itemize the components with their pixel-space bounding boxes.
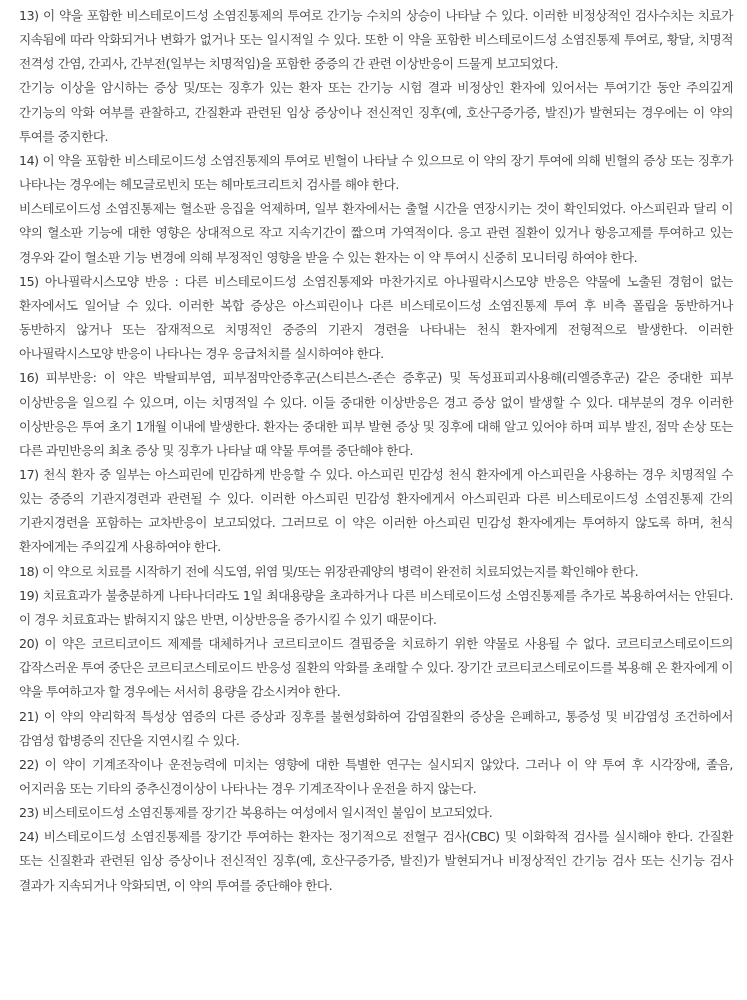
paragraph-19-max-dose: 19) 치료효과가 불충분하게 나타나더라도 1일 최대용량을 초과하거나 다른 비스테로이드성 소염진통제를 추가로 복용하여서는 안된다. 이 경우 치료효과는 밝혀지지 않은 반면, 이상반응을 증가시킬 수 있기 때문이다. <box>19 587 733 627</box>
paragraph-20-corticoid: 20) 이 약은 코르티코이드 제제를 대체하거나 코르티코이드 결핍증을 치료하기 위한 약물로 사용될 수 없다. 코르티코스테로이드의 갑작스러운 투여 중단은 코르티코스테로이드 반응성 질환의 악화를 초래할 수 있다. 장기간 코르티코스테로이드를 복용해 온 환자에게 이 약을 투여하고자 할 경우에는 서서히 용량을 감소시켜야 한다. <box>19 636 733 700</box>
paragraph-platelet-function: 비스테로이드성 소염진통제는 혈소판 응집을 억제하며, 일부 환자에서는 출혈 시간을 연장시키는 것이 확인되었다. 아스피린과 달리 이 약의 혈소판 기능에 대한 영향은 상대적으로 작고 지속기간이 짧으며 가역적이다. 응고 관련 질환이 있거나 항응고제를 투여하고 있는 경우와 같이 혈소판 기능 변경에 의해 부정적인 영향을 받을 수 있는 환자는 이 약 투여시 신중히 모니터링 하여야 한다. <box>19 201 733 265</box>
paragraph-23-infertility: 23) 비스테로이드성 소염진통제를 장기간 복용하는 여성에서 일시적인 불임이 보고되었다. <box>19 805 493 821</box>
paragraph-21-infection-masking: 21) 이 약의 약리학적 특성상 염증의 다른 증상과 징후를 불현성화하여 감염질환의 증상을 은폐하고, 통증성 및 비감염성 조건하에서 감염성 합병증의 진단을 지연시킬 수 있다. <box>19 708 733 748</box>
paragraph-15-anaphylactoid: 15) 아나필락시스모양 반응 : 다른 비스테로이드성 소염진통제와 마찬가지로 아나필락시스모양 반응은 약물에 노출된 경험이 없는 환자에서도 일어날 수 있다. 이러한 복합 증상은 아스피린이나 다른 비스테로이드성 소염진통제 투여 후 비측 폴립을 동반하거나 동반하지 않거나 또는 잠재적으로 치명적인 중증의 기관지 경련을 나타내는 천식 환자에게 전형적으로 발생한다. 이러한 아나필락시스모양 반응이 나타나는 경우 응급처치를 실시하여야 한다. <box>19 273 733 362</box>
paragraph-18-esophagitis: 18) 이 약으로 치료를 시작하기 전에 식도염, 위염 및/또는 위장관궤양의 병력이 완전히 치료되었는지를 확인해야 한다. <box>19 563 639 579</box>
paragraph-22-machine-operation: 22) 이 약이 기계조작이나 운전능력에 미치는 영향에 대한 특별한 연구는 실시되지 않았다. 그러나 이 약 투여 후 시각장애, 졸음, 어지러움 또는 기타의 중추신경이상이 나타나는 경우 기계조작이나 운전을 하지 않는다. <box>19 756 733 796</box>
paragraph-liver-monitoring: 간기능 이상을 암시하는 증상 및/또는 징후가 있는 환자 또는 간기능 시험 결과 비정상인 환자에 있어서는 투여기간 동안 주의깊게 간기능의 악화 여부를 관찰하고, 간질환과 관련된 임상 증상이나 전신적인 징후(예, 호산구증가증, 발진)가 발현되는 경우에는 이 약의 투여를 중지한다. <box>19 80 733 144</box>
paragraph-14-anemia: 14) 이 약을 포함한 비스테로이드성 소염진통제의 투여로 빈혈이 나타날 수 있으므로 이 약의 장기 투여에 의해 빈혈의 증상 또는 징후가 나타나는 경우에는 헤모글로빈치 또는 헤마토크리트치 검사를 해야 한다. <box>19 152 733 193</box>
paragraph-17-asthma: 17) 천식 환자 중 일부는 아스피린에 민감하게 반응할 수 있다. 아스피린 민감성 천식 환자에게 아스피린을 사용하는 경우 치명적일 수 있는 중증의 기관지경련과 관련될 수 있다. 이러한 아스피린 민감성 환자에게서 아스피린과 다른 비스테로이드성 소염진통제 간의 기관지경련을 포함하는 교차반응이 보고되었다. 그러므로 이 약은 이러한 아스피린 민감성 환자에게는 투여하지 않도록 하며, 천식 환자에게는 주의깊게 사용하여야 한다. <box>19 466 733 555</box>
paragraph-24-blood-tests: 24) 비스테로이드성 소염진통제를 장기간 투여하는 환자는 정기적으로 전혈구 검사(CBC) 및 이화학적 검사를 실시해야 한다. 간질환 또는 신질환과 관련된 임상 증상이나 전신적인 징후(예, 호산구증가증, 발진)가 발현되거나 비정상적인 간기능 검사 또는 신기능 검사 결과가 지속되거나 악화되면, 이 약의 투여를 중단해야 한다. <box>19 829 733 893</box>
paragraph-13-liver-enzymes: 13) 이 약을 포함한 비스테로이드성 소염진통제의 투여로 간기능 수치의 상승이 나타날 수 있다. 이러한 비정상적인 검사수치는 치료가 지속됨에 따라 악화되거나 변화가 없거나 또는 일시적일 수 있다. 또한 이 약을 포함한 비스테로이드성 소염진통제 투여로, 황달, 치명적 전격성 간염, 간괴사, 간부전(일부는 치명적임)을 포함한 중증의 간 관련 이상반응이 드물게 보고되었다. <box>19 8 733 72</box>
paragraph-16-skin-reactions: 16) 피부반응: 이 약은 박탈피부염, 피부점막안증후군(스티븐스-존슨 증후군) 및 독성표피괴사용해(리엘증후군) 같은 중대한 피부 이상반응을 일으킬 수 있으며, 이는 치명적일 수 있다. 이들 중대한 이상반응은 경고 증상 없이 발생할 수 있다. 대부분의 경우 이러한 이상반응은 투여 초기 1개월 이내에 발생한다. 환자는 중대한 피부 발현 증상 및 징후에 대해 알고 있어야 하며 피부 발진, 점막 손상 또는 다른 과민반응의 최초 증상 및 징후가 나타날 때 약물 투여를 중단해야 한다. <box>19 370 733 458</box>
